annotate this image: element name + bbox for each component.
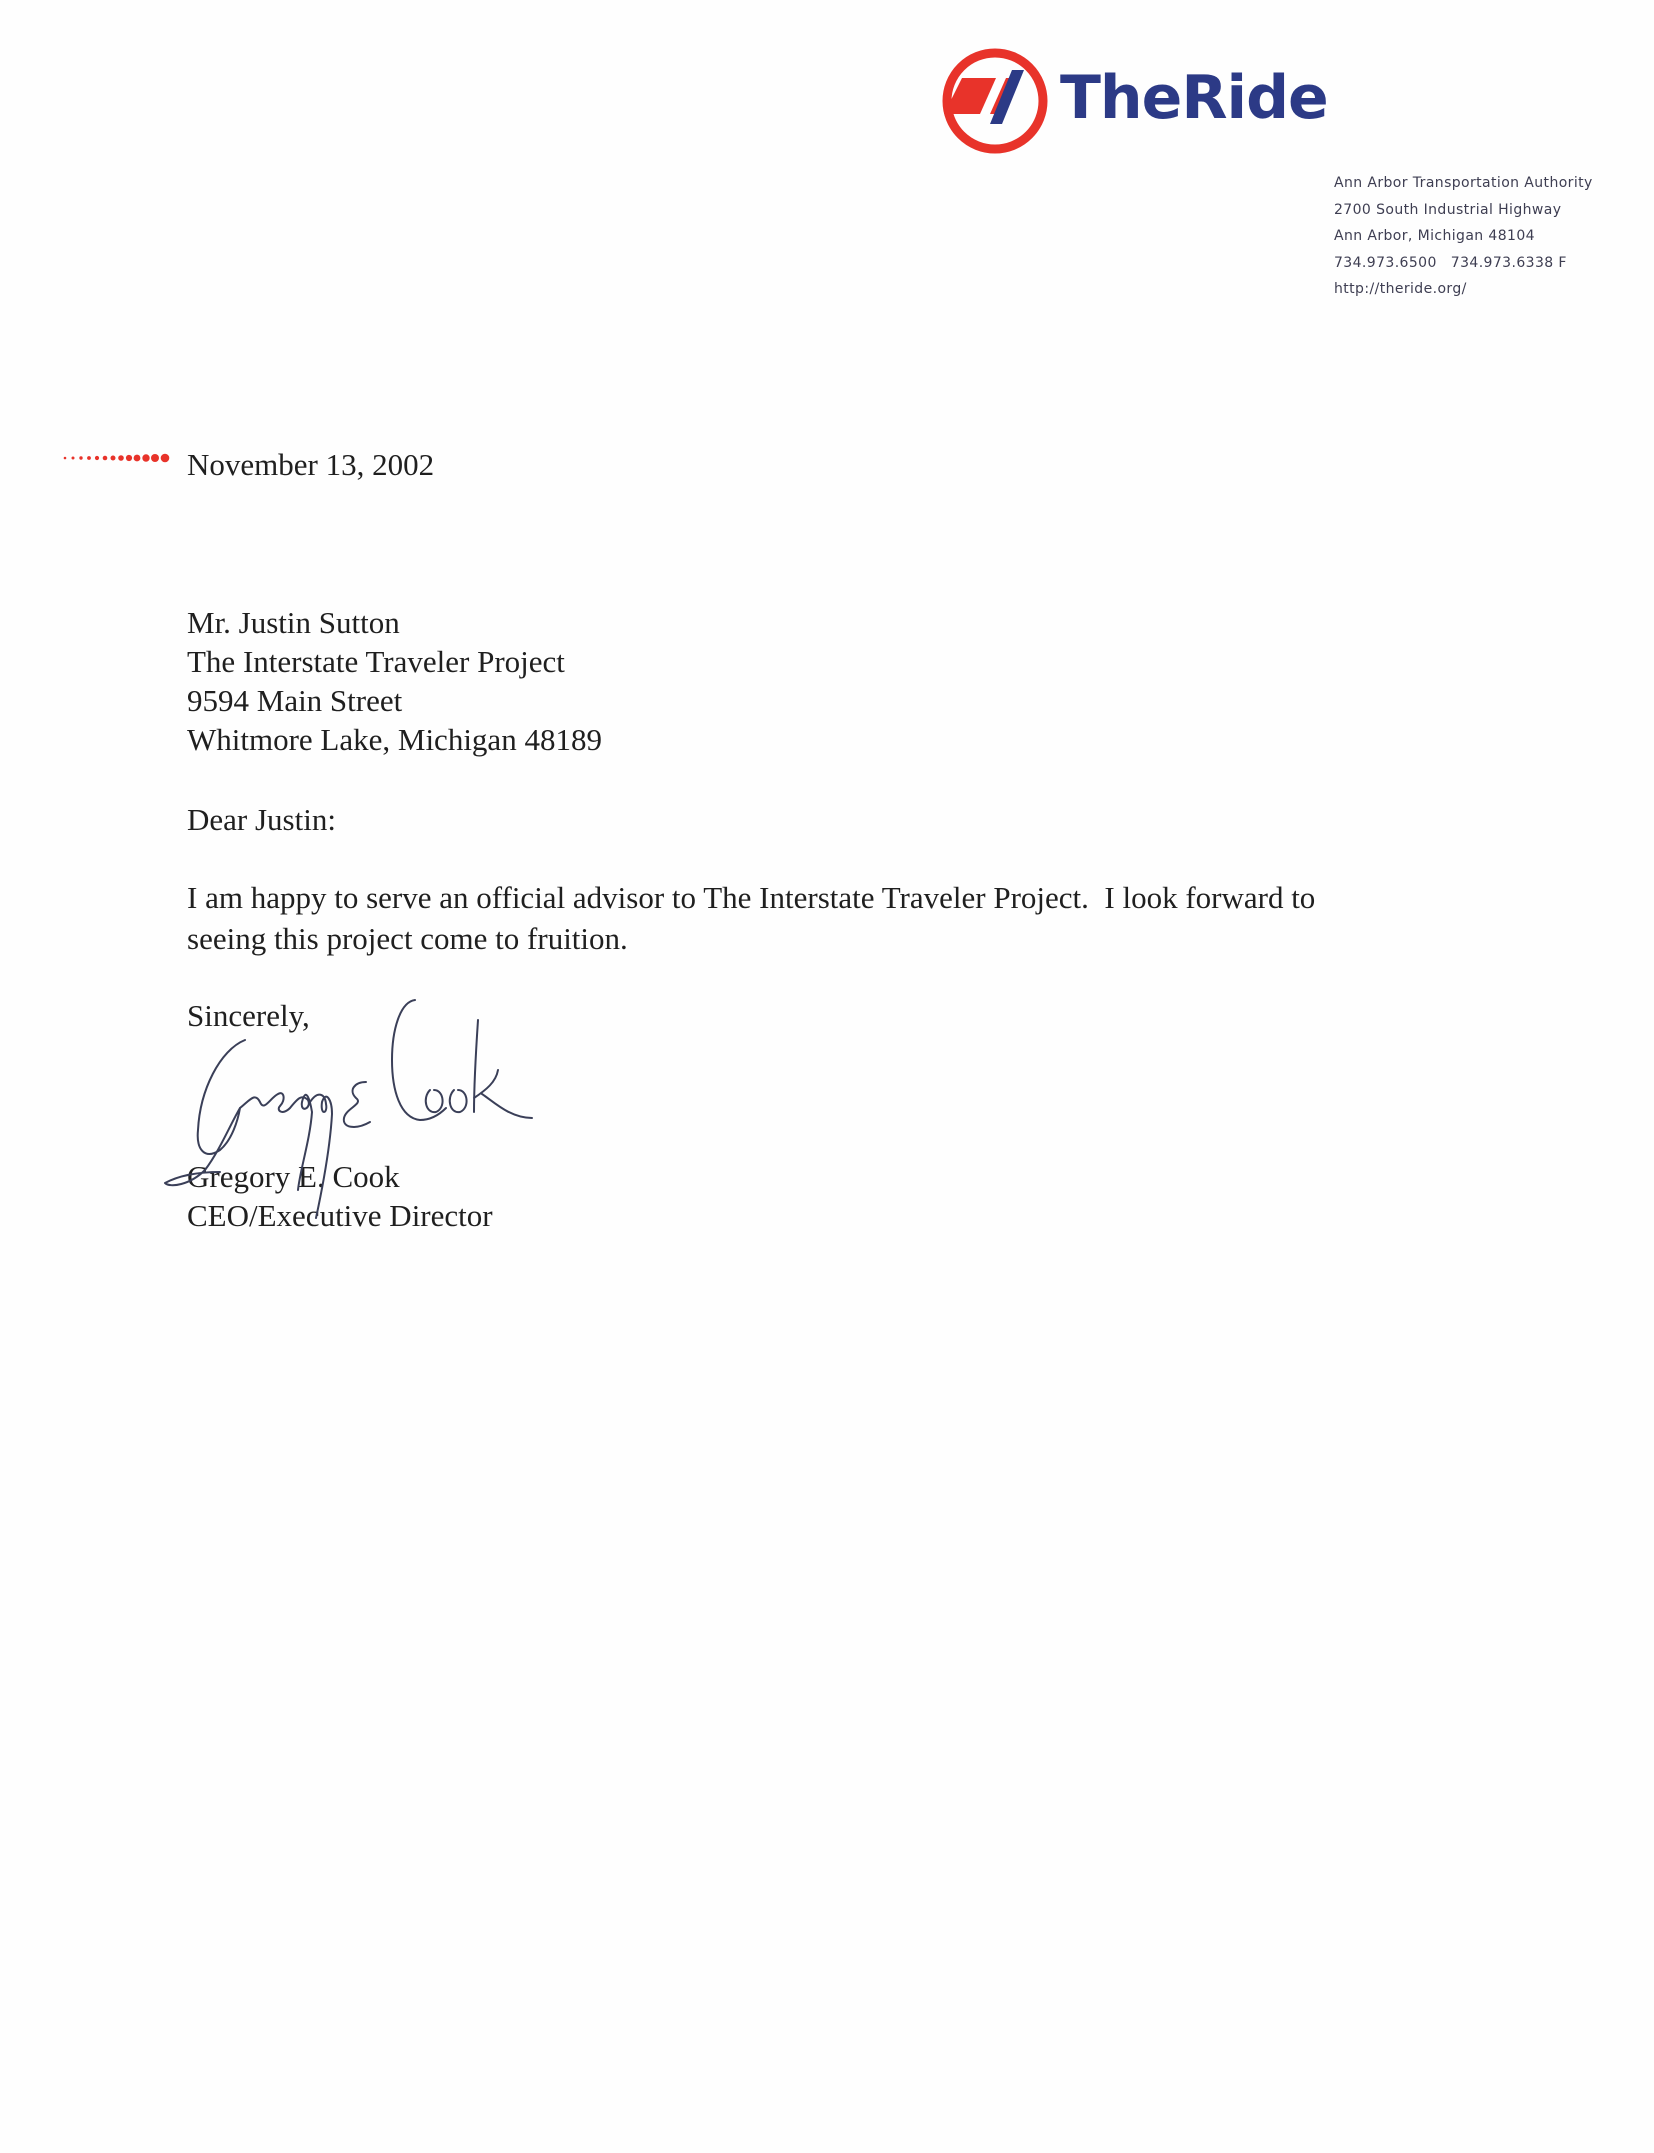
phone-number: 734.973.6500: [1334, 254, 1437, 271]
letterhead-logo: [940, 44, 1340, 154]
recipient-street: 9594 Main Street: [187, 683, 403, 718]
body-line: seeing this project come to fruition.: [187, 921, 628, 956]
address-line-street: 2700 South Industrial Highway: [1334, 201, 1562, 218]
address-line-city: Ann Arbor, Michigan 48104: [1334, 228, 1535, 244]
recipient-organization: The Interstate Traveler Project: [187, 644, 565, 679]
address-line-organization: Ann Arbor Transportation Authority: [1334, 175, 1593, 191]
brand-name: TheRide: [1060, 63, 1328, 133]
contact-numbers: [1334, 250, 1634, 277]
letter-date: November 13, 2002: [187, 447, 435, 482]
signer-title: CEO/Executive Director: [187, 1198, 493, 1233]
signer-name: Gregory E. Cook: [187, 1159, 400, 1194]
website-address: http://theride.org/: [1334, 281, 1467, 297]
theride-slash-logo-icon: [940, 44, 1050, 154]
handwritten-signature: [160, 990, 540, 1220]
fax-number: 734.973.6338 F: [1450, 254, 1567, 271]
letter-body: [187, 877, 1315, 959]
recipient-city: Whitmore Lake, Michigan 48189: [187, 722, 602, 757]
recipient-address: [187, 603, 602, 759]
organization-address: [1334, 170, 1634, 303]
closing: Sincerely,: [187, 998, 310, 1033]
body-line: I am happy to serve an official advisor to The Interstate Traveler Project. I look forward to: [187, 880, 1316, 915]
recipient-name: Mr. Justin Sutton: [187, 605, 400, 640]
decorative-dotted-line: [62, 453, 172, 463]
salutation: Dear Justin:: [187, 802, 336, 837]
